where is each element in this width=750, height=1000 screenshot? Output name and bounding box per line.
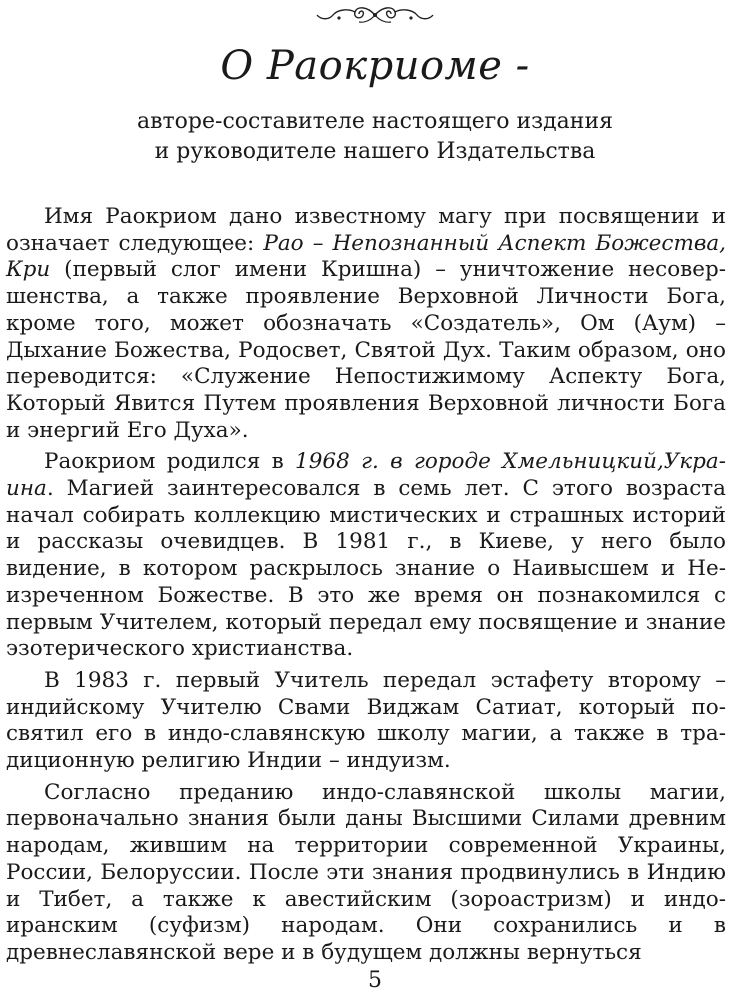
page-number: 5 [368,968,382,993]
subtitle-line-1: авторе-составителе настоящего издания [136,109,614,134]
text-run: Согласно преданию индо-славянской школы магии, первоначально знания были даны Высшими Силами древним народам, жившим на территории современной Украины, России, Белоруссии. После эти знания продвинулись в Индию и Тибет, а также к авестийским (зороастризм) и индо-иранским (суфизм) народам. Они сохранились и в древнеславянской вере и в будущем должны вернуться [6,779,726,965]
paragraph-2 [6,449,726,663]
paragraph-4 [6,780,726,967]
page-subtitle [0,107,750,167]
text-run-italic: 1968 г. в городе Хмельницкий,Украина [6,449,726,502]
text-run: (первый слог имени Кришна) – уничтожение несовершенства, а также проявление Верховной Личности Бога, кроме того, может обозначать «Создатель», Ом (Аум) – Дыхание Божества, Родосвет, Святой Дух. Таким образом, оно переводится: «Служение Непостижимому Аспекту Бога, Который Явится Путем проявления Верховной личности Бога и энергий Его Духа». [6,257,726,443]
subtitle-line-2: и руководителе нашего Издательства [154,139,596,164]
text-run-italic: Рао – Непознанный Аспект Божества, Кри [6,230,726,283]
body-text [6,204,726,972]
paragraph-1 [6,204,726,444]
text-run: Раокриом родился в [44,449,296,475]
paragraph-3 [6,668,726,775]
text-run: . Магией заинтересовался в семь лет. С этого возраста начал собирать коллекцию мистических и страшных историй и рассказы очевидцев. В 1981 г., в Киеве, у него было видение, в котором раскрылось знание о Наивысшем и Неизреченном Божестве. В это же время он познакомился с первым Учителем, который передал ему посвящение и знание эзотерического христианства. [6,476,726,662]
page-title: О Раокриоме - [220,43,530,89]
text-run: В 1983 г. первый Учитель передал эстафету второму – индийскому Учителю Свами Виджам Сатиат, который посвятил его в индо-славянскую школу магии, а также в традиционную религию Индии – индуизм. [6,667,726,774]
flourish-ornament-icon [315,6,435,24]
text-run: Имя Раокриом дано известному магу при посвящении и означает следующее: [6,204,726,256]
